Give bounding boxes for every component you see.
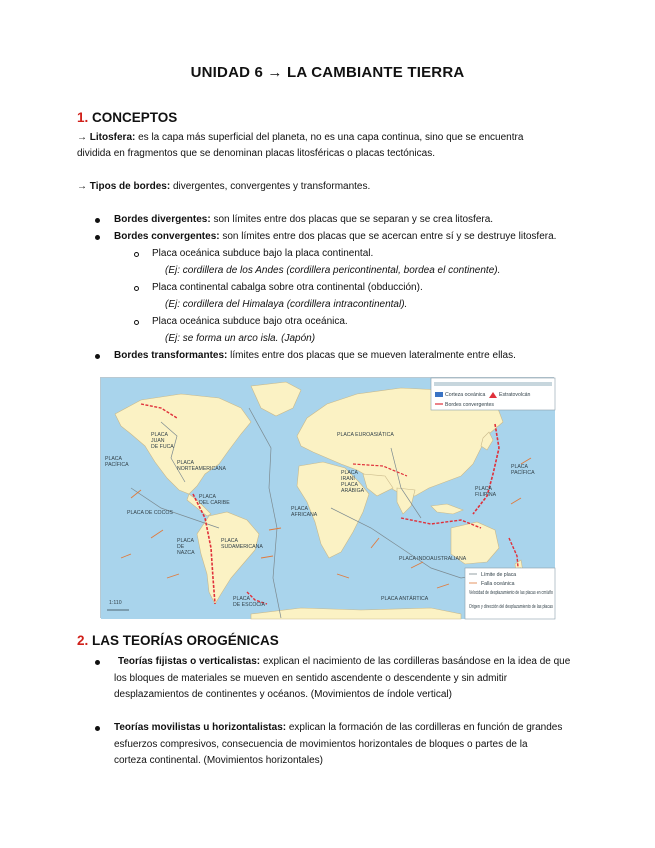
sub-bullet-circle xyxy=(134,252,139,257)
tipos-paragraph xyxy=(77,179,370,196)
label-cocos: PLACA DE COCOS xyxy=(127,510,173,516)
legend-bordes-convergentes: Bordes convergentes xyxy=(445,402,495,408)
bullet-dot xyxy=(95,354,100,359)
label-sudamericana: PLACA SUDAMERICANA xyxy=(221,538,263,550)
movilistas-line3: corteza continental. (Movimientos horizontales) xyxy=(114,755,323,766)
divergentes-label: Bordes divergentes: xyxy=(114,214,211,225)
label-indoaustraliana: PLACA INDOAUSTRALIANA xyxy=(399,556,467,562)
litosfera-label: → Litosfera: xyxy=(77,132,136,143)
section-number: 2. xyxy=(77,633,89,648)
sub-item-continental-continental: Placa continental cabalga sobre otra continental (obducción). xyxy=(152,282,423,293)
fijistas-line2: los bloques de materiales se mueven en sentido ascendente o descendente y sin admitir xyxy=(114,673,508,684)
sub-item-example-himalaya: (Ej: cordillera del Himalaya (cordillera intracontinental). xyxy=(165,299,408,310)
label-filipina: PLACA FILIPINA xyxy=(475,486,497,498)
legend-limite-placa: Límite de placa xyxy=(481,572,517,578)
label-euroasiatica: PLACA EUROASIÁTICA xyxy=(337,432,394,438)
label-pacifica-west: PLACA PACÍFICA xyxy=(105,456,129,468)
fijistas-text: explican el nacimiento de las cordilleras basándose en la idea de que xyxy=(260,656,571,667)
tectonic-plates-map xyxy=(100,377,554,618)
page-title: UNIDAD 6 → LA CAMBIANTE TIERRA xyxy=(190,64,465,81)
movilistas-line2: esfuerzos compresivos, consecuencia de movimientos horizontales de bloques o partes de la xyxy=(114,739,528,750)
litosfera-text: es la capa más superficial del planeta, no es una capa continua, sino que se encuentra xyxy=(135,132,524,143)
section-title: LAS TEORÍAS OROGÉNICAS xyxy=(92,633,279,648)
litosfera-paragraph xyxy=(77,130,523,147)
legend-velocidad: Velocidad de desplazamiento de las placas en cm/año xyxy=(469,590,554,596)
legend-estratovolcan: Estratovolcán xyxy=(499,392,531,398)
movilistas-label: Teorías movilistas u horizontalistas: xyxy=(114,722,287,733)
legend-falla-oceanica: Falla oceánica xyxy=(481,581,515,587)
label-caribe: PLACA DEL CARIBE xyxy=(199,494,230,506)
label-antartica: PLACA ANTÁRTICA xyxy=(381,596,429,602)
section-heading-conceptos xyxy=(77,110,177,125)
movilistas-text: explican la formación de las cordilleras en función de grandes xyxy=(286,722,563,733)
bullet-dot xyxy=(95,660,100,665)
map-legend-top xyxy=(431,378,555,410)
bullet-convergentes xyxy=(114,229,556,246)
bullet-dot xyxy=(95,218,100,223)
legend-origen-direccion: Origen y dirección del desplazamiento de las placas xyxy=(469,604,554,610)
section-number: 1. xyxy=(77,110,89,125)
label-pacifica-east: PLACA PACÍFICA xyxy=(511,464,535,476)
legend-corteza-oceanica: Corteza oceánica xyxy=(445,392,486,398)
litosfera-paragraph-line2: dividida en fragmentos que se denominan placas litosféricas o placas tectónicas. xyxy=(77,148,435,159)
sub-bullet-circle xyxy=(134,286,139,291)
sub-item-oceanica-continental: Placa oceánica subduce bajo la placa continental. xyxy=(152,248,374,259)
label-norteamericana: PLACA NORTEAMERICANA xyxy=(177,460,226,472)
section-title: CONCEPTOS xyxy=(92,110,178,125)
transformantes-label: Bordes transformantes: xyxy=(114,350,228,361)
divergentes-text: son límites entre dos placas que se separan y se crea litosfera. xyxy=(210,214,494,225)
bullet-dot xyxy=(95,726,100,731)
label-escocia: PLACA DE ESCOCIA xyxy=(233,596,265,608)
movilistas-line1 xyxy=(114,720,562,737)
bullet-dot xyxy=(95,235,100,240)
sub-item-example-andes: (Ej: cordillera de los Andes (cordillera pericontinental, bordea el continente). xyxy=(165,265,501,276)
map-legend-bottom xyxy=(465,568,555,619)
label-africana: PLACA AFRICANA xyxy=(291,506,318,518)
label-nazca: PLACA DE NAZCA xyxy=(177,538,195,556)
bullet-divergentes xyxy=(114,212,493,229)
convergentes-text: son límites entre dos placas que se acercan entre sí y se destruye litosfera. xyxy=(219,231,557,242)
transformantes-text: límites entre dos placas que se mueven lateralmente entre ellas. xyxy=(227,350,516,361)
sub-bullet-circle xyxy=(134,320,139,325)
label-iranica: PLACA IRANÍ xyxy=(341,470,359,482)
label-juan-de-fuca: PLACA JUAN DE FUCA xyxy=(151,432,174,450)
convergentes-label: Bordes convergentes: xyxy=(114,231,220,242)
fijistas-line3: desplazamientos de continentes y océanos. (Movimientos de índole vertical) xyxy=(114,689,452,700)
bullet-transformantes xyxy=(114,348,516,365)
map-svg xyxy=(101,378,555,619)
fijistas-label: Teorías fijistas o verticalistas: xyxy=(118,656,261,667)
sub-item-oceanica-oceanica: Placa oceánica subduce bajo otra oceánica. xyxy=(152,316,348,327)
map-scale: 1:110 xyxy=(109,600,122,606)
sub-item-example-japon: (Ej: se forma un arco isla. (Japón) xyxy=(165,333,316,344)
fijistas-line1 xyxy=(118,654,570,671)
section-heading-teorias xyxy=(77,633,279,648)
tipos-text: divergentes, convergentes y transformantes. xyxy=(170,181,371,192)
label-arabiga: PLACA ARÁBIGA xyxy=(341,482,365,494)
tipos-label: → Tipos de bordes: xyxy=(77,181,171,192)
